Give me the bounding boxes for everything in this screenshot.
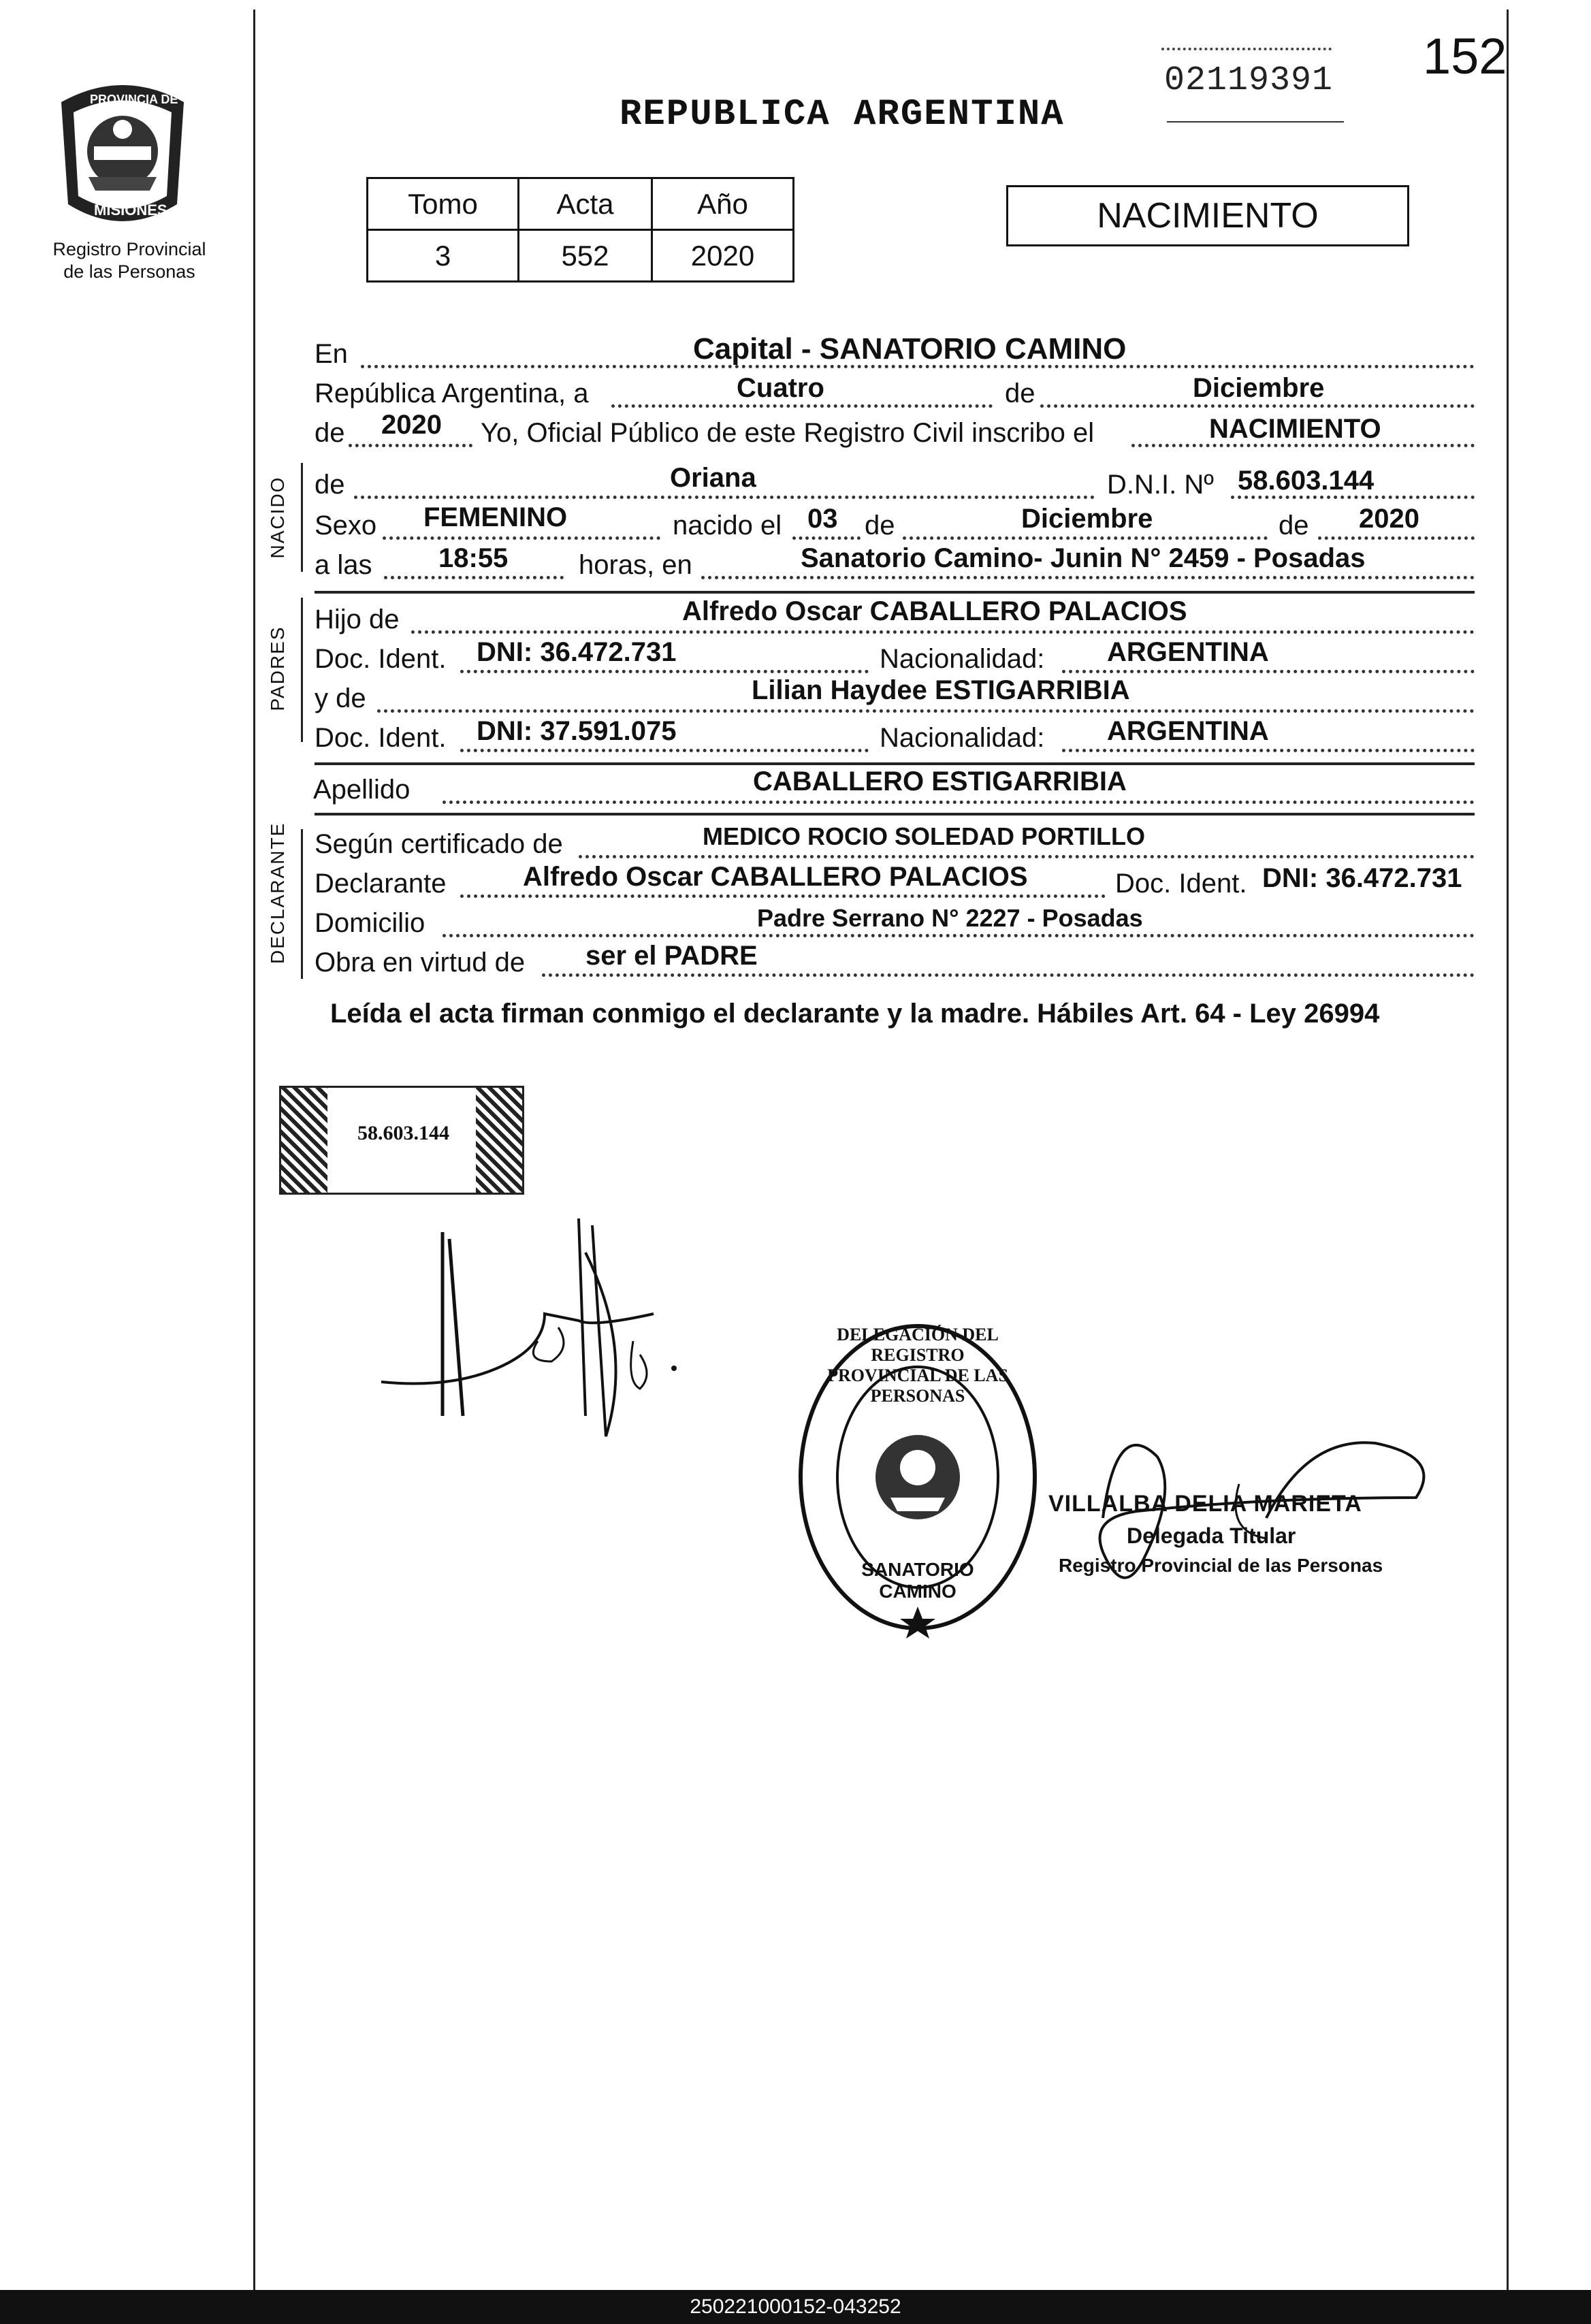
declarante-bracket (301, 829, 303, 979)
mother-nationality: ARGENTINA (1107, 716, 1269, 746)
right-margin-rule (1507, 10, 1509, 2290)
birth-month-dotted-line (903, 536, 1268, 540)
nacido-side-label: NACIDO (267, 476, 288, 559)
left-margin-rule (253, 10, 255, 2290)
declarant-signature (368, 1212, 694, 1443)
time-dotted-line (384, 576, 564, 579)
month-value: Diciembre (1193, 373, 1325, 403)
card-left-pattern (281, 1088, 327, 1193)
nacido-de-label: de (315, 470, 345, 500)
father-doc-label: Doc. Ident. (315, 644, 447, 674)
serial-number: 02119391 (1164, 61, 1334, 100)
tomo-value: 3 (368, 230, 519, 282)
padres-separator (315, 762, 1475, 765)
record-table-values (368, 230, 794, 282)
day-words: Cuatro (737, 373, 824, 403)
card-right-pattern (476, 1088, 522, 1193)
seal-ring-text: DELEGACIÓN DEL REGISTRO PROVINCIAL DE LAS PERSONAS (827, 1325, 1008, 1406)
serial-underline (1167, 121, 1344, 123)
declarante-label: Declarante (315, 869, 447, 899)
official-registry: Registro Provincial de las Personas (1059, 1555, 1383, 1576)
birth-place: Sanatorio Camino- Junin N° 2459 - Posadas (801, 543, 1366, 573)
apellido-separator (315, 813, 1475, 816)
certificado-value: MEDICO ROCIO SOLEDAD PORTILLO (703, 822, 1146, 850)
child-dni: 58.603.144 (1238, 466, 1375, 496)
birth-day-dotted-line (792, 536, 861, 540)
sexo-value: FEMENINO (423, 502, 568, 532)
birth-day: 03 (807, 504, 838, 534)
month-dotted-line (1040, 404, 1475, 408)
declarante-side-label: DECLARANTE (267, 822, 288, 964)
declarante-doc-label: Doc. Ident. (1115, 869, 1247, 899)
declarante-doc: DNI: 36.472.731 (1262, 863, 1462, 893)
birth-year: 2020 (1359, 504, 1419, 534)
child-name: Oriana (670, 463, 756, 493)
official-name: VILLALBA DELIA MARIETA (1048, 1491, 1362, 1517)
statement-text: Yo, Oficial Público de este Registro Civil inscribo el (481, 418, 1095, 448)
mother-doc: DNI: 37.591.075 (477, 716, 677, 746)
father-doc-dotted-line (460, 670, 869, 673)
logo-caption-line2: de las Personas (63, 261, 195, 282)
logo-caption (27, 238, 231, 283)
horas-en-label: horas, en (579, 550, 692, 580)
mother-doc-dotted-line (460, 749, 869, 752)
obra-value: ser el PADRE (585, 941, 758, 971)
page-number: 152 (1423, 28, 1507, 84)
obra-dotted-line (542, 973, 1475, 977)
birth-month-de-label: de (865, 511, 895, 540)
mother-nationality-label: Nacionalidad: (880, 723, 1045, 753)
mother-nationality-dotted-line (1062, 749, 1475, 752)
dni-label: D.N.I. Nº (1107, 470, 1214, 500)
mother-name: Lilian Haydee ESTIGARRIBIA (752, 675, 1130, 705)
birth-year-dotted-line (1318, 536, 1475, 540)
birth-place-dotted-line (701, 576, 1475, 579)
acta-header: Acta (519, 178, 652, 230)
padres-side-label: PADRES (267, 626, 288, 711)
republica-label: República Argentina, a (315, 378, 589, 408)
seal-inner-text: SANATORIO CAMINO (861, 1559, 974, 1602)
anio-header: Año (652, 178, 794, 230)
domicilio-value: Padre Serrano N° 2227 - Posadas (757, 904, 1143, 932)
birth-time: 18:55 (438, 543, 509, 573)
apellido-dotted-line (443, 801, 1475, 804)
mother-dotted-line (377, 709, 1475, 713)
y-de-label: y de (315, 683, 366, 713)
country-title: REPUBLICA ARGENTINA (620, 94, 1065, 135)
place-value: Capital - SANATORIO CAMINO (693, 332, 1127, 366)
father-dotted-line (411, 630, 1475, 634)
fingerprint-card-number: 58.603.144 (357, 1122, 449, 1144)
closing-note: Leída el acta firman conmigo el declarante y la madre. Hábiles Art. 64 - Ley 26994 (330, 999, 1380, 1029)
certificado-dotted-line (579, 855, 1475, 858)
father-nationality: ARGENTINA (1107, 637, 1269, 667)
sexo-dotted-line (383, 536, 660, 540)
padres-bracket (301, 598, 303, 742)
certificado-label: Según certificado de (315, 829, 563, 859)
acta-value: 552 (519, 230, 652, 282)
serial-top-dots (1161, 48, 1332, 50)
mother-doc-label: Doc. Ident. (315, 723, 447, 753)
logo-caption-line1: Registro Provincial (52, 239, 206, 259)
registry-oval-seal (788, 1314, 1047, 1641)
logo-top-text: PROVINCIA DE (90, 93, 178, 106)
anio-value: 2020 (652, 230, 794, 282)
hijo-de-label: Hijo de (315, 604, 400, 634)
domicilio-label: Domicilio (315, 908, 425, 938)
apellido-value: CABALLERO ESTIGARRIBIA (753, 766, 1127, 796)
month-de-label: de (1005, 378, 1035, 408)
logo-bottom-text: MISIONES (94, 201, 167, 219)
act-type-box: NACIMIENTO (1006, 185, 1409, 246)
nacido-bracket (301, 463, 303, 572)
en-label: En (315, 339, 348, 369)
birth-month: Diciembre (1021, 504, 1153, 534)
nacido-el-label: nacido el (673, 511, 782, 540)
nacido-separator (315, 591, 1475, 594)
record-table (366, 177, 794, 283)
misiones-coat-of-arms-logo (41, 75, 204, 231)
year-de-label: de (315, 418, 345, 448)
name-dotted-line (354, 496, 1095, 499)
domicilio-dotted-line (443, 934, 1475, 937)
birth-year-de-label: de (1279, 511, 1309, 540)
father-nationality-label: Nacionalidad: (880, 644, 1045, 674)
day-dotted-line (611, 404, 993, 408)
obra-label: Obra en virtud de (315, 948, 526, 978)
official-role: Delegada Titular (1127, 1523, 1296, 1548)
declarante-name: Alfredo Oscar CABALLERO PALACIOS (523, 862, 1028, 892)
father-nationality-dotted-line (1062, 670, 1475, 673)
record-table-header (368, 178, 794, 230)
apellido-label: Apellido (313, 775, 411, 805)
sexo-label: Sexo (315, 511, 377, 540)
father-doc: DNI: 36.472.731 (477, 637, 677, 667)
document-barcode-footer: 250221000152-043252 (0, 2290, 1591, 2324)
year-dotted-line (349, 444, 472, 447)
declarante-dotted-line (460, 894, 1106, 898)
year-value: 2020 (381, 410, 442, 440)
father-name: Alfredo Oscar CABALLERO PALACIOS (682, 596, 1187, 626)
act-word: NACIMIENTO (1209, 414, 1381, 444)
tomo-header: Tomo (368, 178, 519, 230)
alas-label: a las (315, 550, 372, 580)
